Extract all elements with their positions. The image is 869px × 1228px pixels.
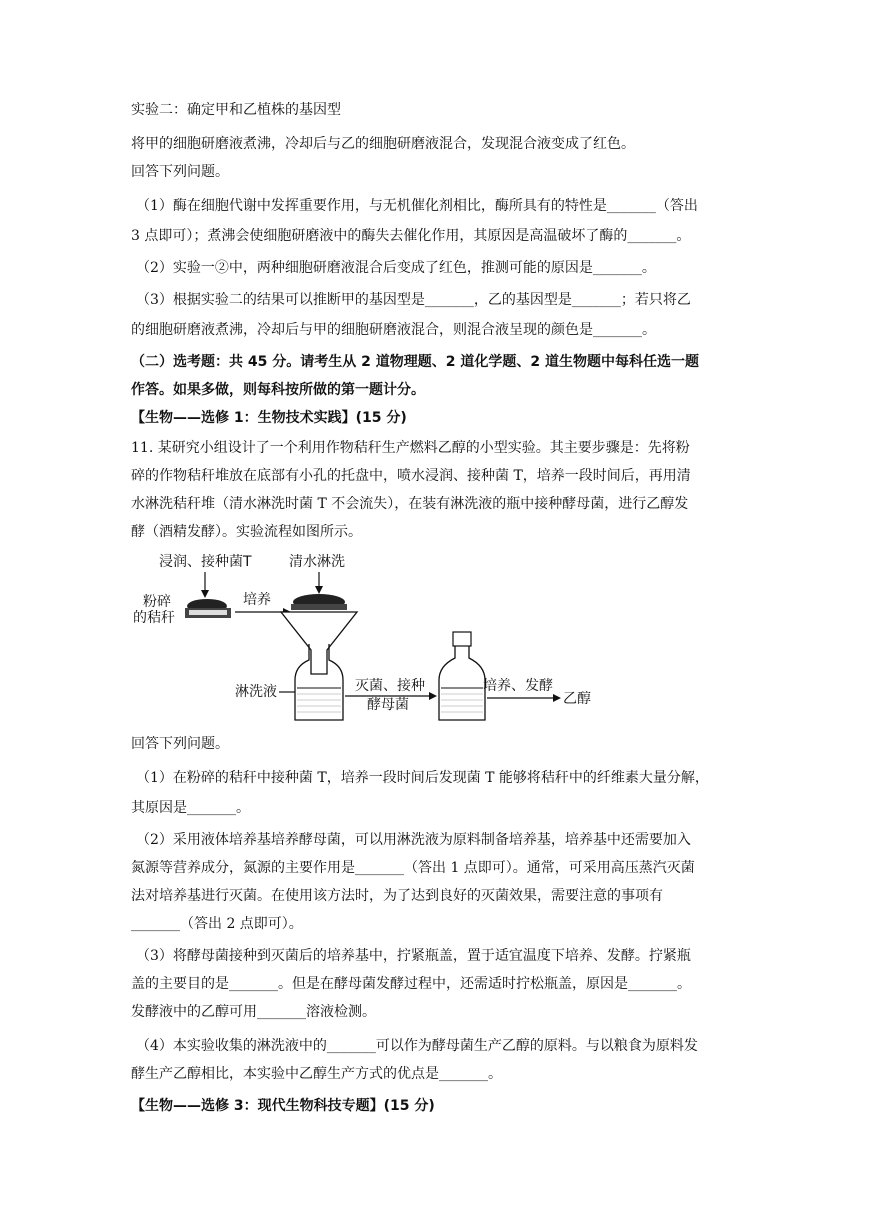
label-straw-2: 的秸秆 [133,610,175,626]
label-sterilize-1: 灭菌、接种 [355,678,425,694]
fermentation-bottle [439,632,485,720]
sub-question-1-line: 其原因是_______。 [131,800,250,816]
question-3-line: （3）根据实验二的结果可以推断甲的基因型是_______，乙的基因型是_______；若只将乙 [136,292,691,308]
funnel [281,612,357,674]
label-culture: 培养 [243,592,271,608]
label-ethanol: 乙醇 [563,691,591,707]
section-heading: 作答。如果多做，则每科按所做的第一题计分。 [131,382,425,398]
straw-tray-1 [185,599,231,618]
label-sterilize-2: 酵母菌 [367,697,409,713]
label-rinse-liquid: 淋洗液 [235,684,277,700]
experiment-flow-diagram [131,548,593,726]
question-1-line: （1）酶在细胞代谢中发挥重要作用，与无机催化剂相比，酶所具有的特性是_______（答出 [136,198,698,214]
sub-question-2-line: （2）采用液体培养基培养酵母菌，可以用淋洗液为原料制备培养基，培养基中还需要加入 [136,832,691,848]
paragraph-line: 回答下列问题。 [131,164,229,180]
problem-11-line: 水淋洗秸秆堆（清水淋洗时菌 T 不会流失），在装有淋洗液的瓶中接种酵母菌，进行乙醇发 [131,496,689,512]
arrow-down-soak [201,572,209,598]
elective-1-heading: 【生物——选修 1：生物技术实践】(15 分) [131,410,407,426]
section-heading: （二）选考题：共 45 分。请考生从 2 道物理题、2 道化学题、2 道生物题中每科任选一题 [131,354,699,370]
sub-question-4-line: 酵生产乙醇相比，本实验中乙醇生产方式的优点是_______。 [131,1066,502,1082]
sub-question-4-line: （4）本实验收集的淋洗液中的_______可以作为酵母菌生产乙醇的原料。与以粮食为原料发 [136,1038,698,1054]
sub-question-2-line: 氮源等营养成分，氮源的主要作用是_______（答出 1 点即可）。通常，可采用高压蒸汽灭菌 [131,860,695,876]
straw-tray-2 [291,594,347,610]
sub-question-3-line: 发酵液中的乙醇可用_______溶液检测。 [131,1004,376,1020]
sub-question-2-line: 法对培养基进行灭菌。在使用该方法时，为了达到良好的灭菌效果，需要注意的事项有 [131,888,663,904]
paragraph-line: 回答下列问题。 [131,736,229,752]
label-rinse: 清水淋洗 [289,554,345,570]
arrow-down-rinse [315,572,323,594]
sub-question-1-line: （1）在粉碎的秸秆中接种菌 T，培养一段时间后发现菌 T 能够将秸秆中的纤维素大量分解， [136,770,709,786]
problem-11-line: 碎的作物秸秆堆放在底部有小孔的托盘中，喷水浸润、接种菌 T，培养一段时间后，再用清 [131,468,691,484]
question-3-line: 的细胞研磨液煮沸，冷却后与甲的细胞研磨液混合，则混合液呈现的颜色是_______。 [131,322,656,338]
question-2-line: （2）实验一②中，两种细胞研磨液混合后变成了红色，推测可能的原因是_______。 [136,260,656,276]
arrow-ferment [487,694,561,702]
problem-11-line: 酵（酒精发酵）。实验流程如图所示。 [131,524,362,540]
label-soak: 浸润、接种菌T [159,554,252,570]
label-ferment: 培养、发酵 [483,678,553,694]
paragraph-line: 将甲的细胞研磨液煮沸，冷却后与乙的细胞研磨液混合，发现混合液变成了红色。 [131,136,635,152]
elective-3-heading: 【生物——选修 3：现代生物科技专题】(15 分) [131,1098,435,1114]
experiment-two-heading: 实验二：确定甲和乙植株的基因型 [131,102,341,118]
sub-question-3-line: （3）将酵母菌接种到灭菌后的培养基中，拧紧瓶盖，置于适宜温度下培养、发酵。拧紧瓶 [136,948,691,964]
question-1-line: 3 点即可）；煮沸会使细胞研磨液中的酶失去催化作用，其原因是高温破坏了酶的_______。 [131,228,691,244]
problem-11-line: 11. 某研究小组设计了一个利用作物秸秆生产燃料乙醇的小型实验。其主要步骤是：先将粉 [131,440,690,456]
label-straw-1: 粉碎 [143,594,171,610]
sub-question-3-line: 盖的主要目的是_______。但是在酵母菌发酵过程中，还需适时拧松瓶盖，原因是_______。 [131,976,691,992]
sub-question-2-line: _______（答出 2 点即可）。 [131,916,303,932]
